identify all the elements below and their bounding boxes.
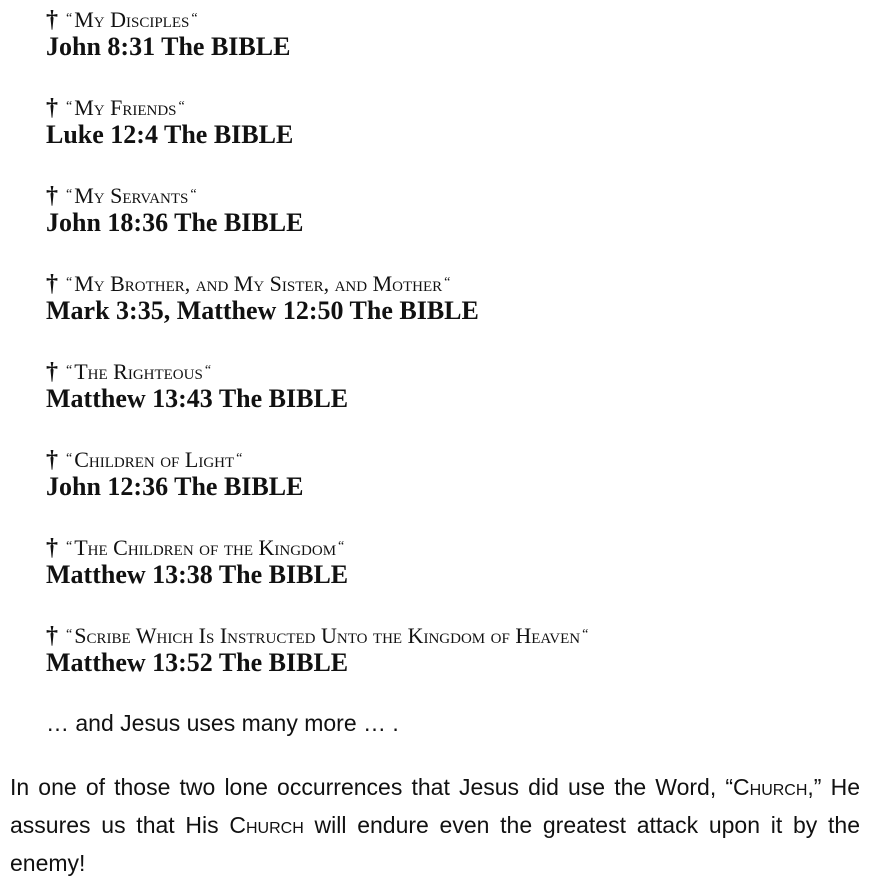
close-quote: “ [338,539,345,554]
entry-reference: Mark 3:35, Matthew 12:50 The BIBLE [46,296,479,325]
close-quote: “ [204,363,212,378]
closing-paragraph [10,768,860,882]
open-quote: “ [66,627,73,642]
entry-title: The Children of the Kingdom [74,535,337,560]
many-more-note: … and Jesus uses many more … . [46,710,399,736]
entry-title-line [46,6,866,32]
entry-title-line [46,622,866,648]
paragraph-part-1: In one of those two lone occurrences that Jesus did use the Word, [10,774,726,800]
entry-title: My Servants [74,183,189,208]
entry-title-line [46,534,866,560]
open-quote: “ [66,363,73,378]
open-quote: “ [66,451,73,466]
entry-reference: Matthew 13:52 The BIBLE [46,648,349,677]
entry-title-line [46,94,866,120]
entry-the-righteous [46,358,866,414]
entry-title-line [46,358,866,384]
entry-my-friends [46,94,866,150]
entry-my-servants [46,182,866,238]
entry-children-of-the-kingdom [46,534,866,590]
cross-icon: † [46,95,58,121]
cross-icon: † [46,535,58,561]
cross-icon: † [46,7,58,33]
open-quote: “ [66,11,73,26]
close-quote: “ [582,627,589,642]
close-quote: “ [236,451,243,466]
entry-reference: Matthew 13:43 The BIBLE [46,384,349,413]
entry-title-line [46,270,866,296]
entry-title-line [46,446,866,472]
cross-icon: † [46,359,58,385]
close-quote: “ [178,99,185,114]
entry-reference: John 8:31 The BIBLE [46,32,291,61]
cross-icon: † [46,623,58,649]
close-quote: “ [444,275,451,290]
cross-icon: † [46,271,58,297]
close-quote: “ [190,187,197,202]
entry-children-of-light [46,446,866,502]
entry-title: Children of Light [74,447,235,472]
entry-my-disciples [46,6,866,62]
cross-icon: † [46,447,58,473]
open-quote: “ [66,99,73,114]
entry-scribe-instructed [46,622,866,678]
entry-reference: Matthew 13:38 The BIBLE [46,560,349,589]
entry-title: The Righteous [74,359,203,384]
entry-reference: John 12:36 The BIBLE [46,472,304,501]
open-quote: “ [66,275,73,290]
entry-title: My Friends [74,95,177,120]
paragraph-quoted-church: “Church,” [725,774,822,800]
open-quote: “ [66,539,73,554]
paragraph-church-word: Church [229,812,304,838]
open-quote: “ [66,187,73,202]
entry-title: Scribe Which Is Instructed Unto the Kingdom of Heaven [74,623,581,648]
paragraph-part-3: will endure even the greatest attack upon it by the enemy! [10,812,860,876]
entry-title-line [46,182,866,208]
entry-title: My Brother, and My Sister, and Mother [74,271,443,296]
entry-title: My Disciples [74,7,190,32]
close-quote: “ [191,11,198,26]
entry-my-brother-sister-mother [46,270,866,326]
entry-reference: John 18:36 The BIBLE [46,208,304,237]
paragraph-part-2: He assures us that His [10,774,861,838]
cross-icon: † [46,183,58,209]
entry-reference: Luke 12:4 The BIBLE [46,120,294,149]
